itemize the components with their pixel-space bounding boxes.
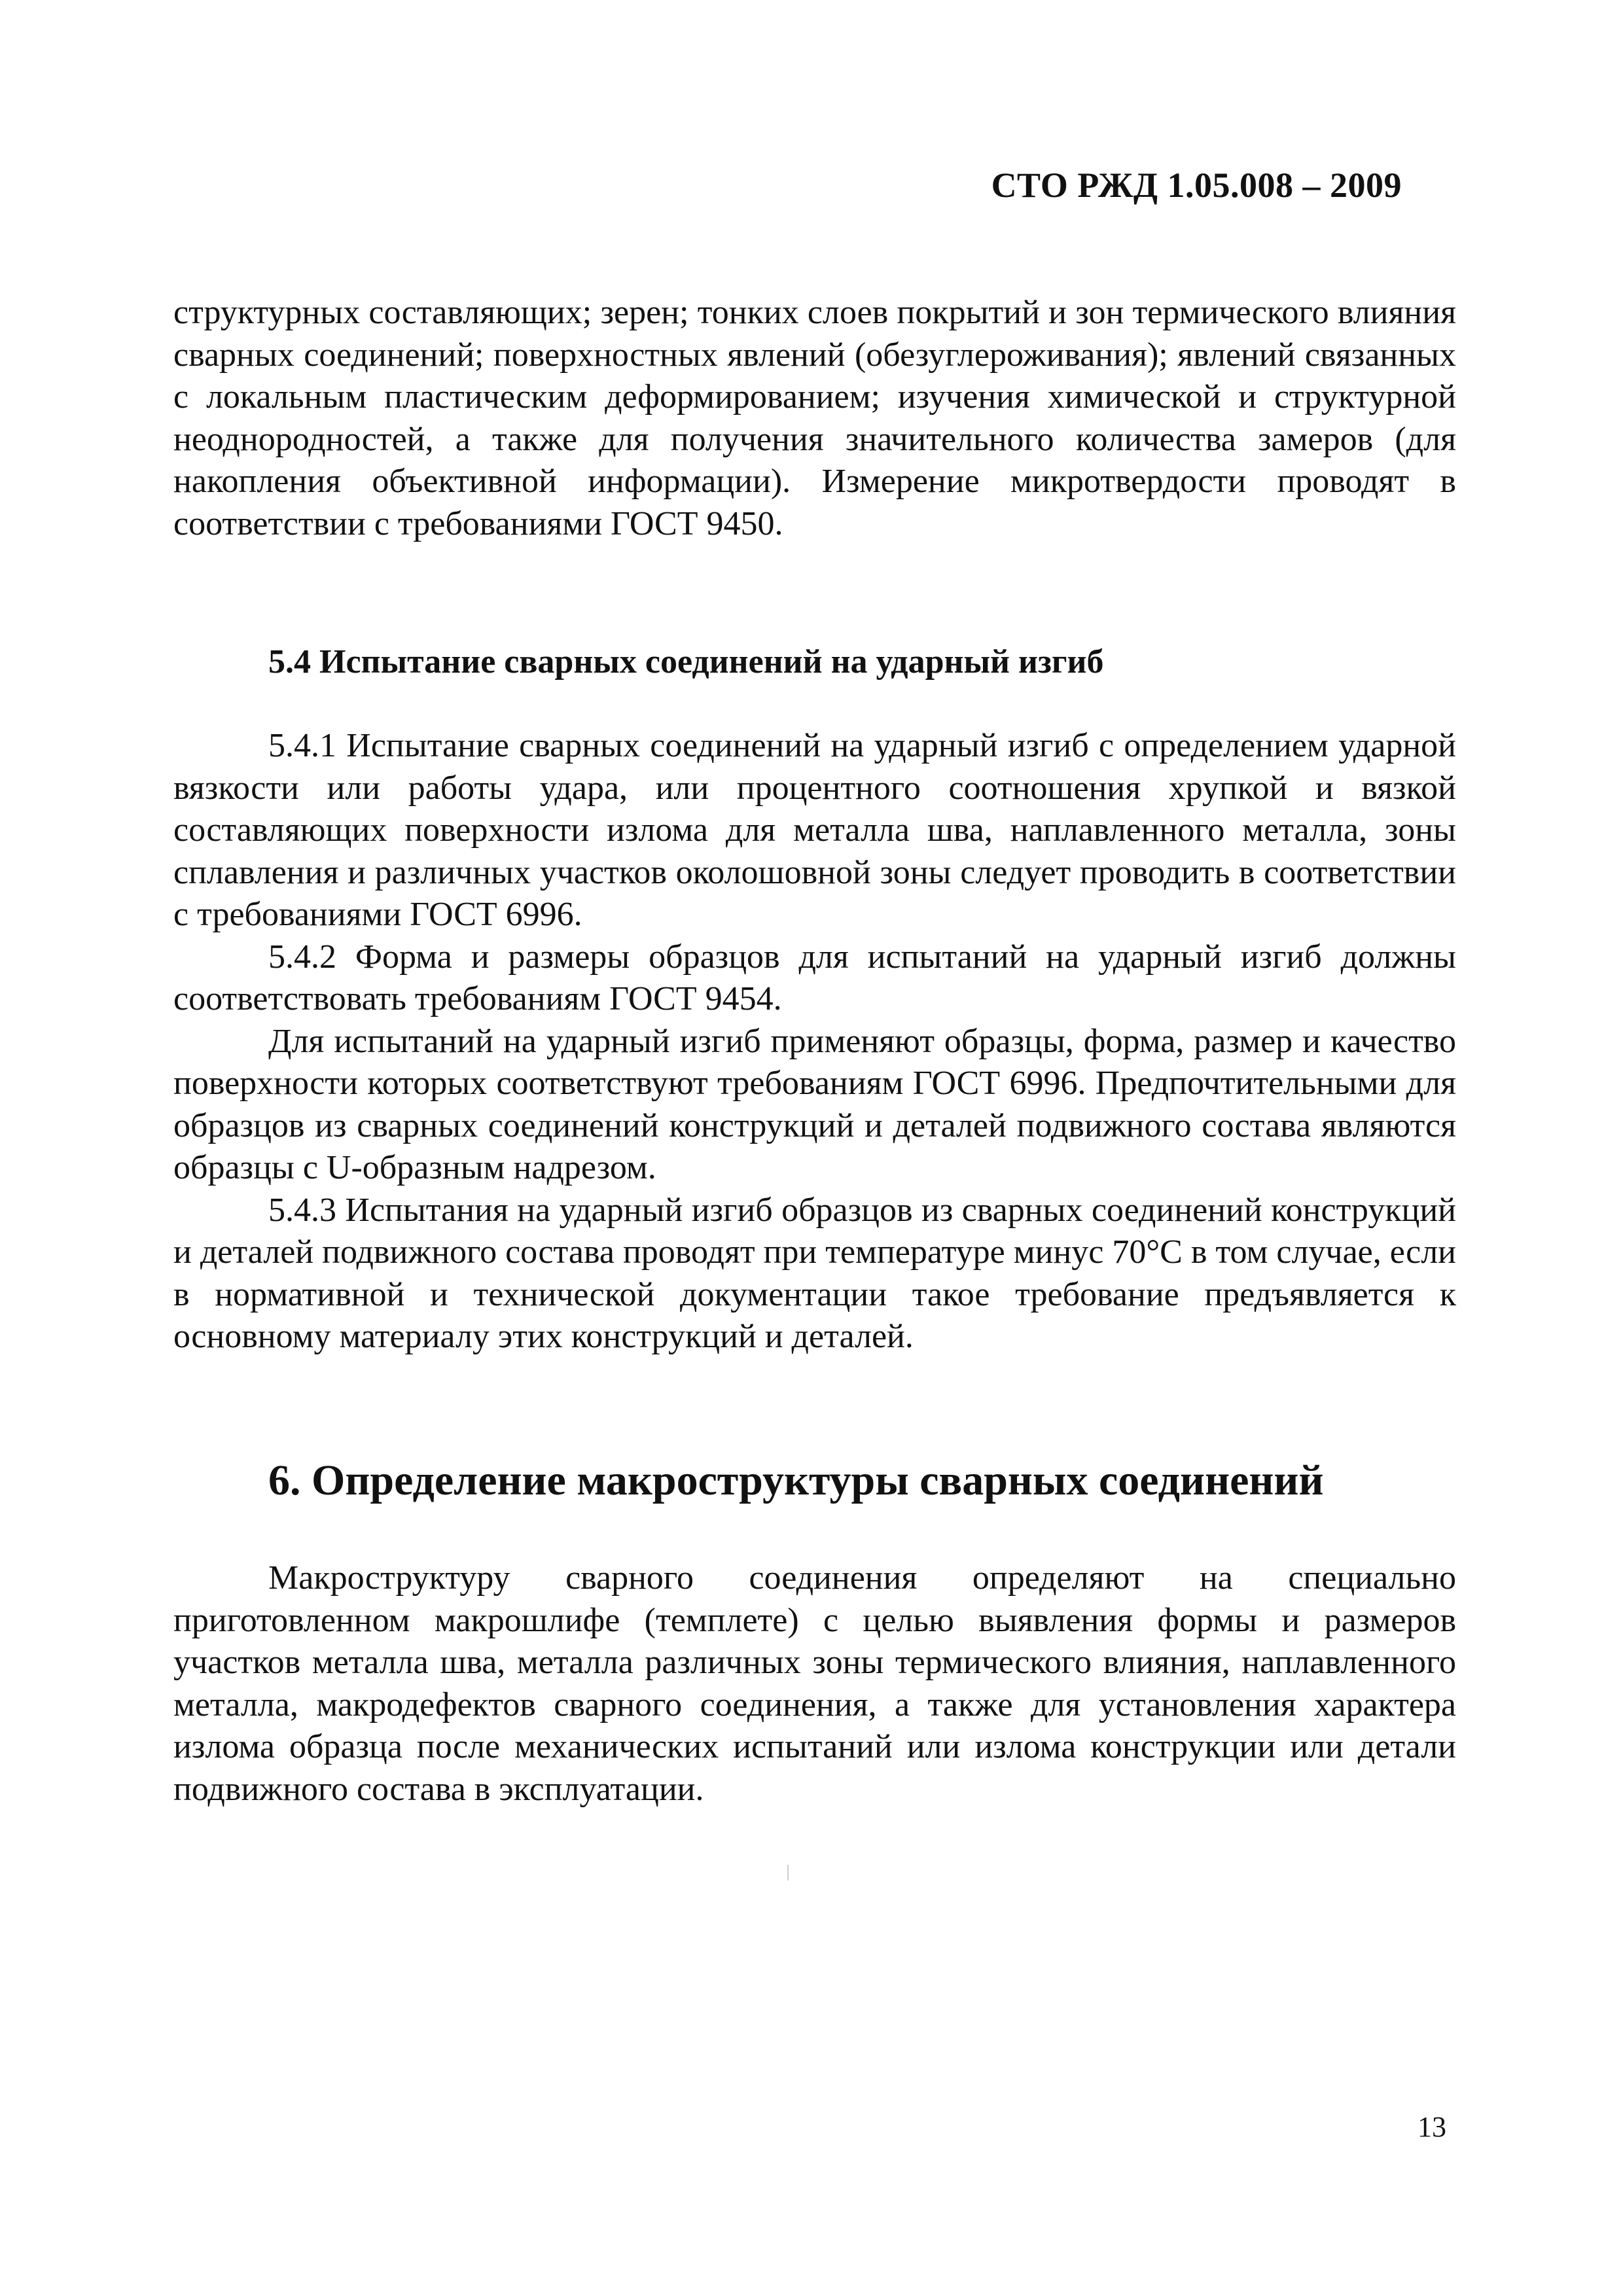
section-6-heading: 6. Определение макроструктуры сварных соединений xyxy=(268,1457,1324,1504)
intro-paragraph: структурных составляющих; зерен; тонких слоев покрытий и зон термического влияния сварных соединений; поверхностных явлений (обезуглероживания); явлений связанных с локальным пластическим деформированием; изучения химической и структурной неоднородностей, а также для получения значительного количества замеров (для накопления объективной информации). Измерение микротвердости проводят в соответствии с требованиями ГОСТ 9450. xyxy=(173,294,1456,542)
paragraph-5-4-3: 5.4.3 Испытания на ударный изгиб образцов из сварных соединений конструкций и деталей подвижного состава проводят при температуре минус 70°С в том случае, если в нормативной и технической документации такое требование предъявляется к основному материалу этих конструкций и деталей. xyxy=(173,1191,1456,1355)
section-6-body xyxy=(173,1557,1456,1810)
paragraph-macrostructure: Макроструктуру сварного соединения определяют на специально приготовленном макрошлифе (темплете) с целью выявления формы и размеров участков металла шва, металла различных зоны термического влияния, наплавленного металла, макродефектов сварного соединения, а также для установления характера излома образца после механических испытаний или излома конструкции или детали подвижного состава в эксплуатации. xyxy=(173,1559,1456,1808)
scan-artifact xyxy=(787,1865,789,1881)
paragraph-5-4-1: 5.4.1 Испытание сварных соединений на ударный изгиб с определением ударной вязкости или работы удара, или процентного соотношения хрупкой и вязкой составляющих поверхности излома для металла шва, наплавленного металла, зоны сплавления и различных участков околошовной зоны следует проводить в соответствии с требованиями ГОСТ 6996. xyxy=(173,727,1456,933)
intro-section xyxy=(173,292,1456,545)
section-5-4-body xyxy=(173,725,1456,1358)
document-code: СТО РЖД 1.05.008 – 2009 xyxy=(991,166,1402,205)
section-5-4-heading: 5.4 Испытание сварных соединений на ударный изгиб xyxy=(268,643,1104,680)
paragraph-5-4-2: 5.4.2 Форма и размеры образцов для испытаний на ударный изгиб должны соответствовать требованиям ГОСТ 9454. xyxy=(173,938,1456,1017)
page-number: 13 xyxy=(1418,2111,1446,2143)
paragraph-specimens: Для испытаний на ударный изгиб применяют образцы, форма, размер и качество поверхности которых соответствуют требованиям ГОСТ 6996. Предпочтительными для образцов из сварных соединений конструкций и деталей подвижного состава являются образцы с U-образным надрезом. xyxy=(173,1022,1456,1186)
